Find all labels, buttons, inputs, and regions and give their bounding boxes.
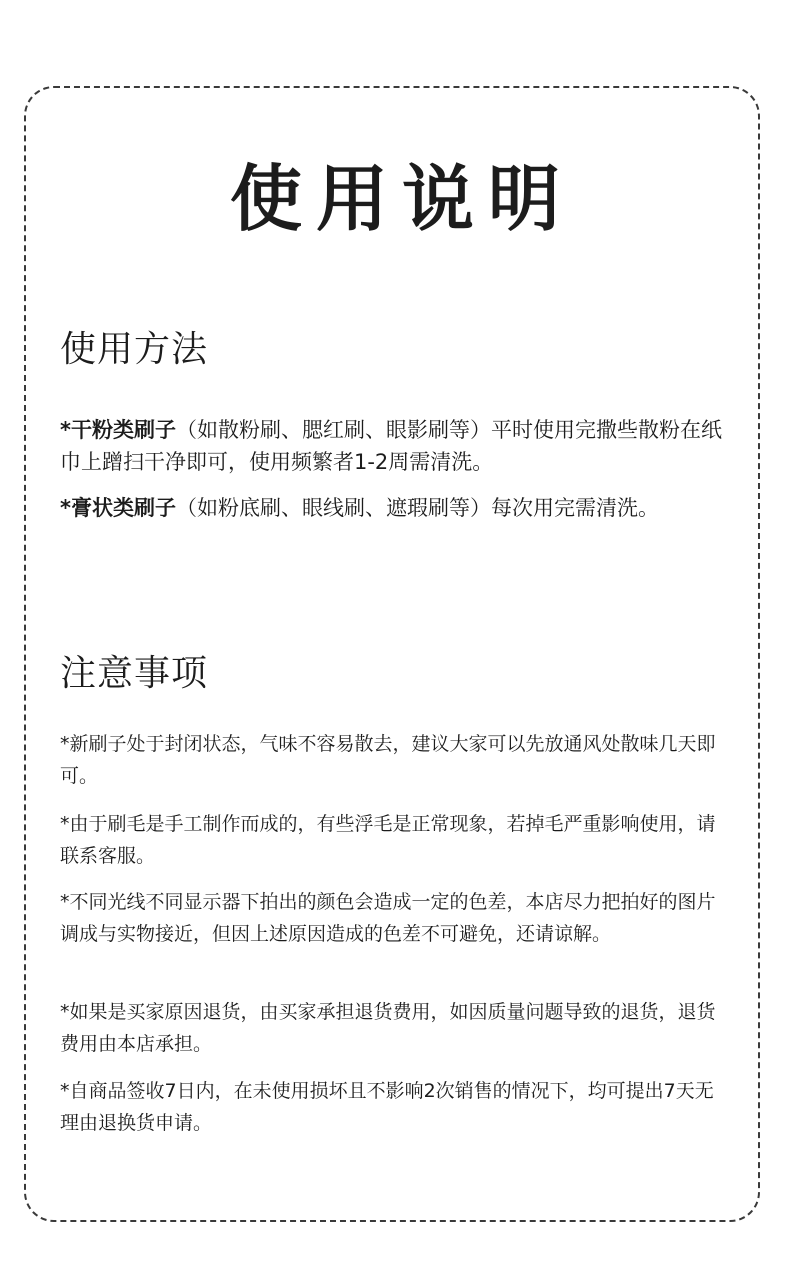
notes-heading: 注意事项 [60, 653, 209, 694]
method-item-text: （如散粉刷、腮红刷、眼影刷等）平时使用完撒些散粉在纸巾上蹭扫干净即可，使用频繁者1-2周需清洗。 [60, 418, 722, 474]
note-item: *由于刷毛是手工制作而成的，有些浮毛是正常现象，若掉毛严重影响使用，请联系客服。 [60, 813, 716, 867]
usage-method-heading: 使用方法 [60, 329, 209, 370]
method-item-label: *膏状类刷子 [60, 496, 176, 520]
method-item-label: *干粉类刷子 [60, 418, 176, 442]
note-item: *如果是买家原因退货，由买家承担退货费用，如因质量问题导致的退货，退货费用由本店承担。 [60, 1001, 716, 1055]
note-item: *新刷子处于封闭状态，气味不容易散去，建议大家可以先放通风处散味几天即可。 [60, 733, 716, 787]
method-item-dry-powder-brush [60, 414, 730, 478]
note-item: *不同光线不同显示器下拍出的颜色会造成一定的色差，本店尽力把拍好的图片调成与实物接近，但因上述原因造成的色差不可避免，还请谅解。 [60, 891, 716, 945]
page-title: 使用说明 [229, 157, 574, 241]
method-item-cream-brush [60, 492, 730, 524]
method-item-text: （如粉底刷、眼线刷、遮瑕刷等）每次用完需清洗。 [175, 496, 659, 520]
note-item: *自商品签收7日内，在未使用损坏且不影响2次销售的情况下，均可提出7天无理由退换货申请。 [60, 1080, 714, 1134]
